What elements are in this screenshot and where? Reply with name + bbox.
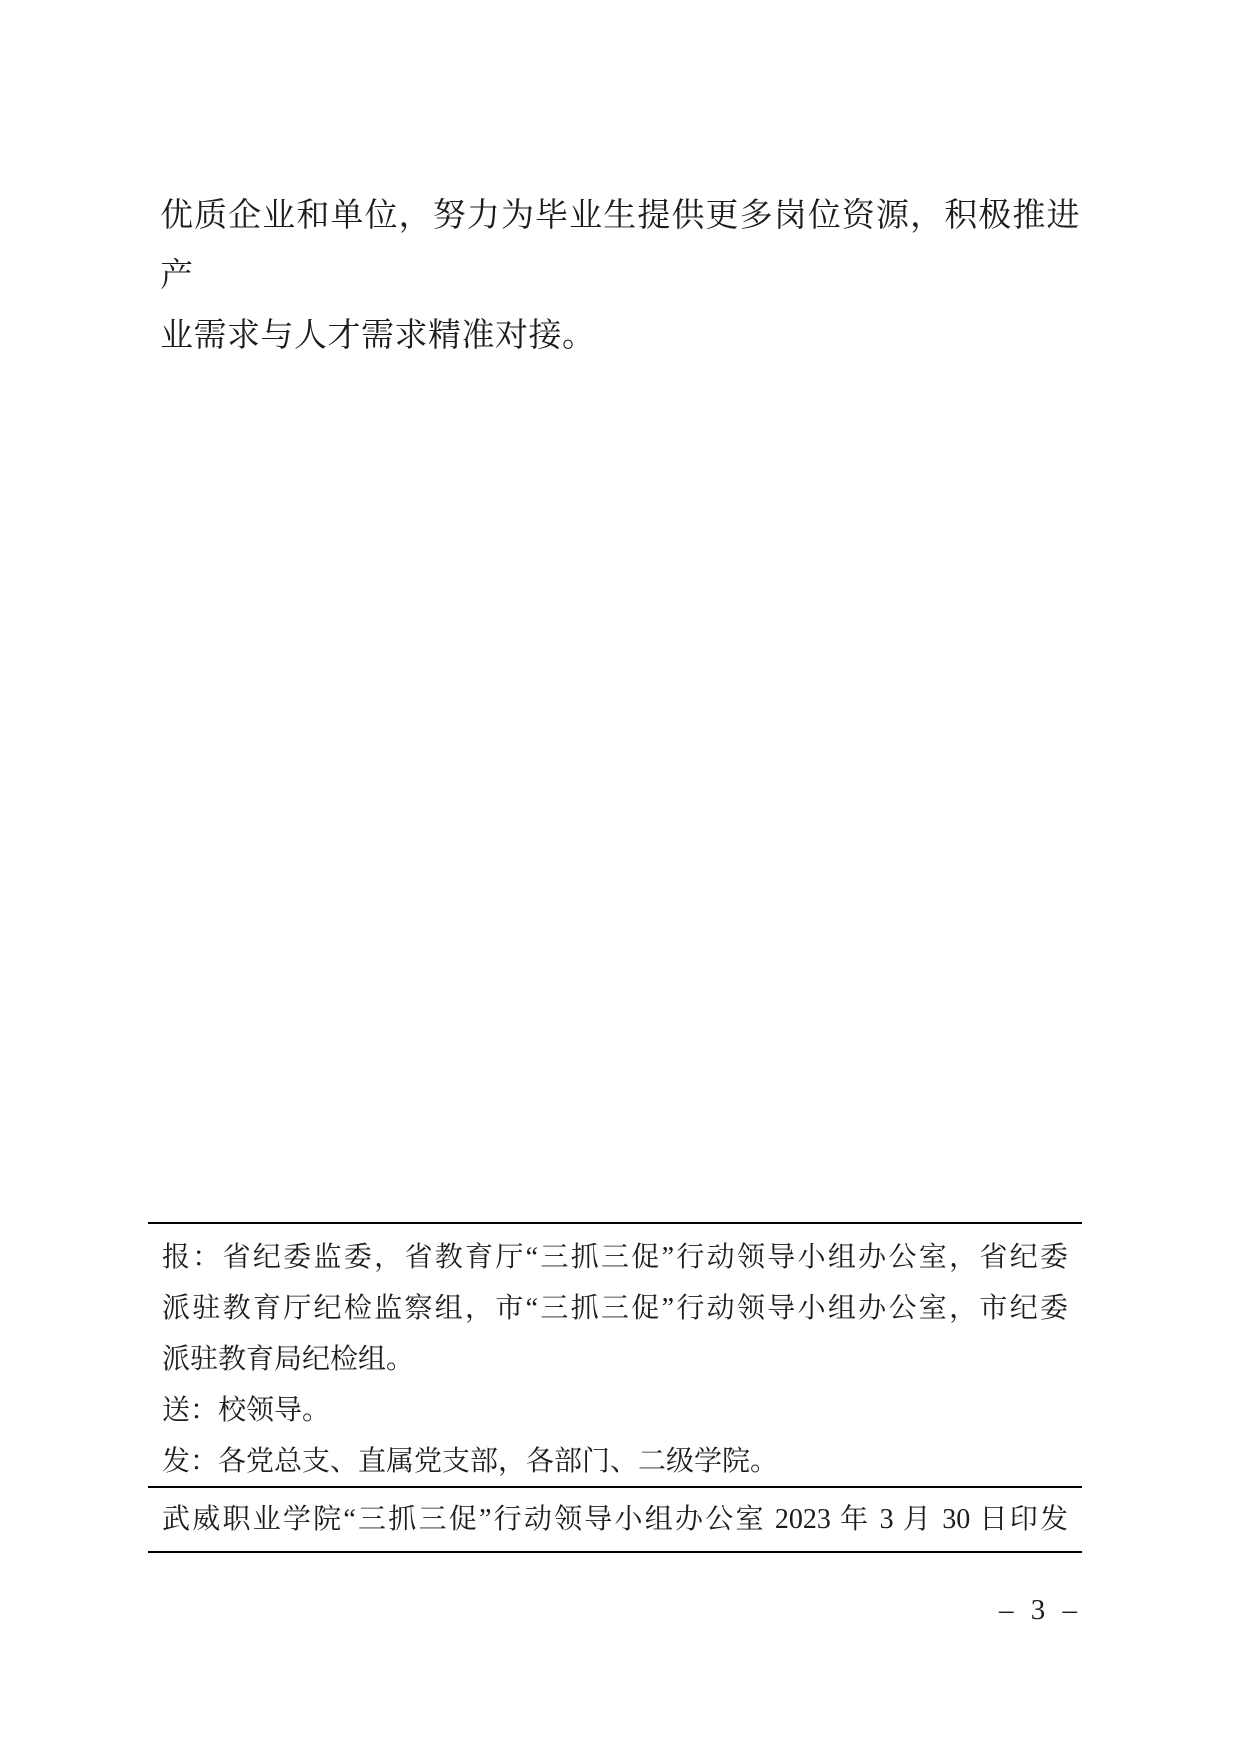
imprint-top-rule — [148, 1486, 1082, 1488]
distribution-top-rule — [148, 1222, 1082, 1224]
page-number: – 3 – — [999, 1594, 1082, 1626]
imprint-line: 武威职业学院“三抓三促”行动领导小组办公室 2023 年 3 月 30 日印发 — [162, 1504, 1068, 1535]
report-to-line-2: 派驻教育厅纪检监察组，市“三抓三促”行动领导小组办公室，市纪委 — [162, 1293, 1068, 1324]
report-to-line-3: 派驻教育局纪检组。 — [162, 1344, 415, 1375]
body-paragraph-line-1: 优质企业和单位，努力为毕业生提供更多岗位资源，积极推进产 — [160, 198, 1080, 294]
issue-to-line: 发：各党总支、直属党支部，各部门、二级学院。 — [162, 1446, 779, 1477]
report-to-line-1: 报：省纪委监委，省教育厅“三抓三促”行动领导小组办公室，省纪委 — [162, 1242, 1068, 1273]
send-to-line: 送：校领导。 — [162, 1395, 331, 1426]
body-paragraph-line-2: 业需求与人才需求精准对接。 — [160, 318, 596, 354]
distribution-list — [162, 1232, 1068, 1487]
imprint-bottom-rule — [148, 1551, 1082, 1553]
body-paragraph — [160, 186, 1080, 366]
